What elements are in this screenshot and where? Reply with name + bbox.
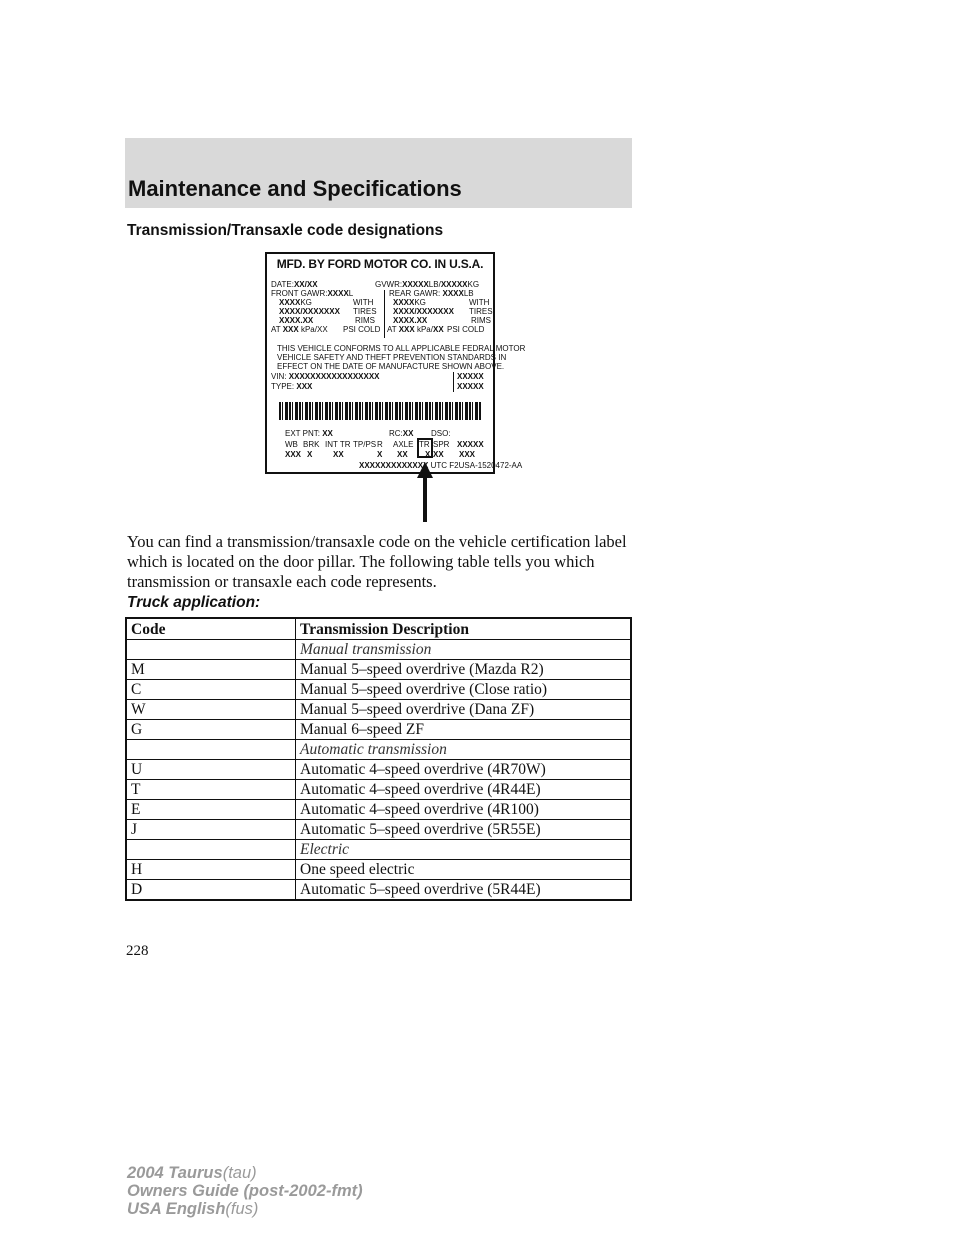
cell-code xyxy=(126,740,296,760)
label-row1-last: XXXXX xyxy=(457,440,484,449)
cell-code: M xyxy=(126,660,296,680)
table-row xyxy=(126,660,631,680)
cell-description: Manual transmission xyxy=(296,640,632,660)
cell-description: Automatic 4–speed overdrive (4R44E) xyxy=(296,780,632,800)
label-spr-val: XX xyxy=(433,450,444,459)
label-front-with: WITH xyxy=(353,298,374,307)
label-rear-pressure: AT XXX kPa/XX xyxy=(387,325,444,334)
label-front-rims: RIMS xyxy=(355,316,375,325)
label-wb-val: XXX xyxy=(285,450,302,459)
cell-description: Automatic transmission xyxy=(296,740,632,760)
label-r: R xyxy=(377,440,383,449)
cell-code: D xyxy=(126,880,296,901)
cell-code xyxy=(126,640,296,660)
label-conform-3: EFFECT ON THE DATE OF MANUFACTURE SHOWN ABOVE. xyxy=(277,362,505,371)
arrow-shaft xyxy=(423,476,427,522)
label-axle-val: XX xyxy=(397,450,408,459)
cell-description: Automatic 5–speed overdrive (5R44E) xyxy=(296,880,632,901)
cell-code: J xyxy=(126,820,296,840)
label-date: DATE:XX/XX xyxy=(271,280,318,289)
cell-description: Automatic 4–speed overdrive (4R100) xyxy=(296,800,632,820)
cell-description: Automatic 5–speed overdrive (5R55E) xyxy=(296,820,632,840)
cell-code: T xyxy=(126,780,296,800)
label-divider xyxy=(384,290,385,338)
label-front-kg: XXXXKG xyxy=(279,298,312,307)
label-rear-psi: PSI COLD xyxy=(447,325,485,334)
label-conform-1: THIS VEHICLE CONFORMS TO ALL APPLICABLE FEDRAL MOTOR xyxy=(277,344,526,353)
label-rear-rim: XXXX.XX xyxy=(393,316,428,325)
label-int-tr: INT TR xyxy=(325,440,351,449)
cell-code: E xyxy=(126,800,296,820)
cell-description: Manual 5–speed overdrive (Mazda R2) xyxy=(296,660,632,680)
cell-code: H xyxy=(126,860,296,880)
page-number: 228 xyxy=(126,943,149,959)
table-row xyxy=(126,720,631,740)
table-row xyxy=(126,700,631,720)
label-front-psi: PSI COLD xyxy=(343,325,381,334)
table-section-row xyxy=(126,740,631,760)
label-r-val: X xyxy=(377,450,383,459)
intro-paragraph: You can find a transmission/transaxle code on the vehicle certification label which is located on the door pillar. The following table tells you which transmission or transaxle each code represents. xyxy=(127,532,627,591)
certification-label-image xyxy=(265,252,526,474)
table-section-row xyxy=(126,840,631,860)
label-type: TYPE: XXX xyxy=(271,382,313,391)
label-tp-ps: TP/PS xyxy=(353,440,377,449)
label-brk-val: X xyxy=(307,450,313,459)
label-int-tr-val: XX xyxy=(333,450,344,459)
label-rear-tire: XXXX/XXXXXXX xyxy=(393,307,454,316)
cell-code: U xyxy=(126,760,296,780)
label-rear-with: WITH xyxy=(469,298,490,307)
label-rear-gawr: REAR GAWR: XXXXLB xyxy=(389,289,474,298)
label-front-tire: XXXX/XXXXXXX xyxy=(279,307,340,316)
label-row2-last: XXX xyxy=(459,450,476,459)
table-section-row xyxy=(126,640,631,660)
label-gvwr: GVWR:XXXXXLB/XXXXXKG xyxy=(375,280,480,289)
cell-code: W xyxy=(126,700,296,720)
label-rc: RC:XX xyxy=(389,429,414,438)
header-code: Code xyxy=(126,618,296,640)
label-ext-pnt: EXT PNT: XX xyxy=(285,429,333,438)
label-box-divider xyxy=(453,372,454,392)
label-spr: SPR xyxy=(433,440,450,449)
label-dso: DSO: xyxy=(431,429,451,438)
table-row xyxy=(126,800,631,820)
table-row xyxy=(126,780,631,800)
footer-metadata xyxy=(127,1164,363,1218)
truck-application-heading: Truck application: xyxy=(127,594,261,611)
label-tr-val: X xyxy=(425,450,431,459)
table-row xyxy=(126,880,631,901)
header-description: Transmission Description xyxy=(296,618,632,640)
label-rear-kg: XXXXKG xyxy=(393,298,426,307)
cell-description: Manual 5–speed overdrive (Close ratio) xyxy=(296,680,632,700)
label-rear-rims: RIMS xyxy=(471,316,491,325)
label-vin: VIN: XXXXXXXXXXXXXXXXX xyxy=(271,372,380,381)
transmission-code-table xyxy=(125,617,632,901)
label-title: MFD. BY FORD MOTOR CO. IN U.S.A. xyxy=(276,257,484,271)
table-row xyxy=(126,760,631,780)
footer-line-2: Owners Guide (post-2002-fmt) xyxy=(127,1182,363,1200)
table-row xyxy=(126,680,631,700)
cell-code: G xyxy=(126,720,296,740)
table-row xyxy=(126,860,631,880)
label-front-tires: TIRES xyxy=(353,307,377,316)
label-conform-2: VEHICLE SAFETY AND THEFT PREVENTION STANDARDS IN xyxy=(277,353,507,362)
page-title: Maintenance and Specifications xyxy=(128,176,462,201)
label-wb: WB xyxy=(285,440,298,449)
footer-line-1: 2004 Taurus(tau) xyxy=(127,1164,257,1182)
cell-description: One speed electric xyxy=(296,860,632,880)
tr-highlight-box xyxy=(417,438,433,458)
barcode xyxy=(279,402,481,420)
table-row xyxy=(126,820,631,840)
cell-code: C xyxy=(126,680,296,700)
label-box-val-2: XXXXX xyxy=(457,382,484,391)
label-front-gawr: FRONT GAWR:XXXXL xyxy=(271,289,354,298)
label-front-pressure: AT XXX kPa/XX xyxy=(271,325,328,334)
label-front-rim: XXXX.XX xyxy=(279,316,314,325)
cell-description: Manual 5–speed overdrive (Dana ZF) xyxy=(296,700,632,720)
label-rear-tires: TIRES xyxy=(469,307,493,316)
cell-description: Manual 6–speed ZF xyxy=(296,720,632,740)
cell-description: Electric xyxy=(296,840,632,860)
section-title: Transmission/Transaxle code designations xyxy=(127,222,444,239)
cell-code xyxy=(126,840,296,860)
footer-line-3: USA English(fus) xyxy=(127,1200,259,1218)
label-bottom-line: XXXXXXXXXXXXX UTC F2USA-1520472-AA xyxy=(359,461,523,470)
label-axle: AXLE xyxy=(393,440,414,449)
label-tr: TR xyxy=(419,440,430,449)
cell-description: Automatic 4–speed overdrive (4R70W) xyxy=(296,760,632,780)
table-header-row xyxy=(126,618,631,640)
label-box-val-1: XXXXX xyxy=(457,372,484,381)
label-brk: BRK xyxy=(303,440,320,449)
